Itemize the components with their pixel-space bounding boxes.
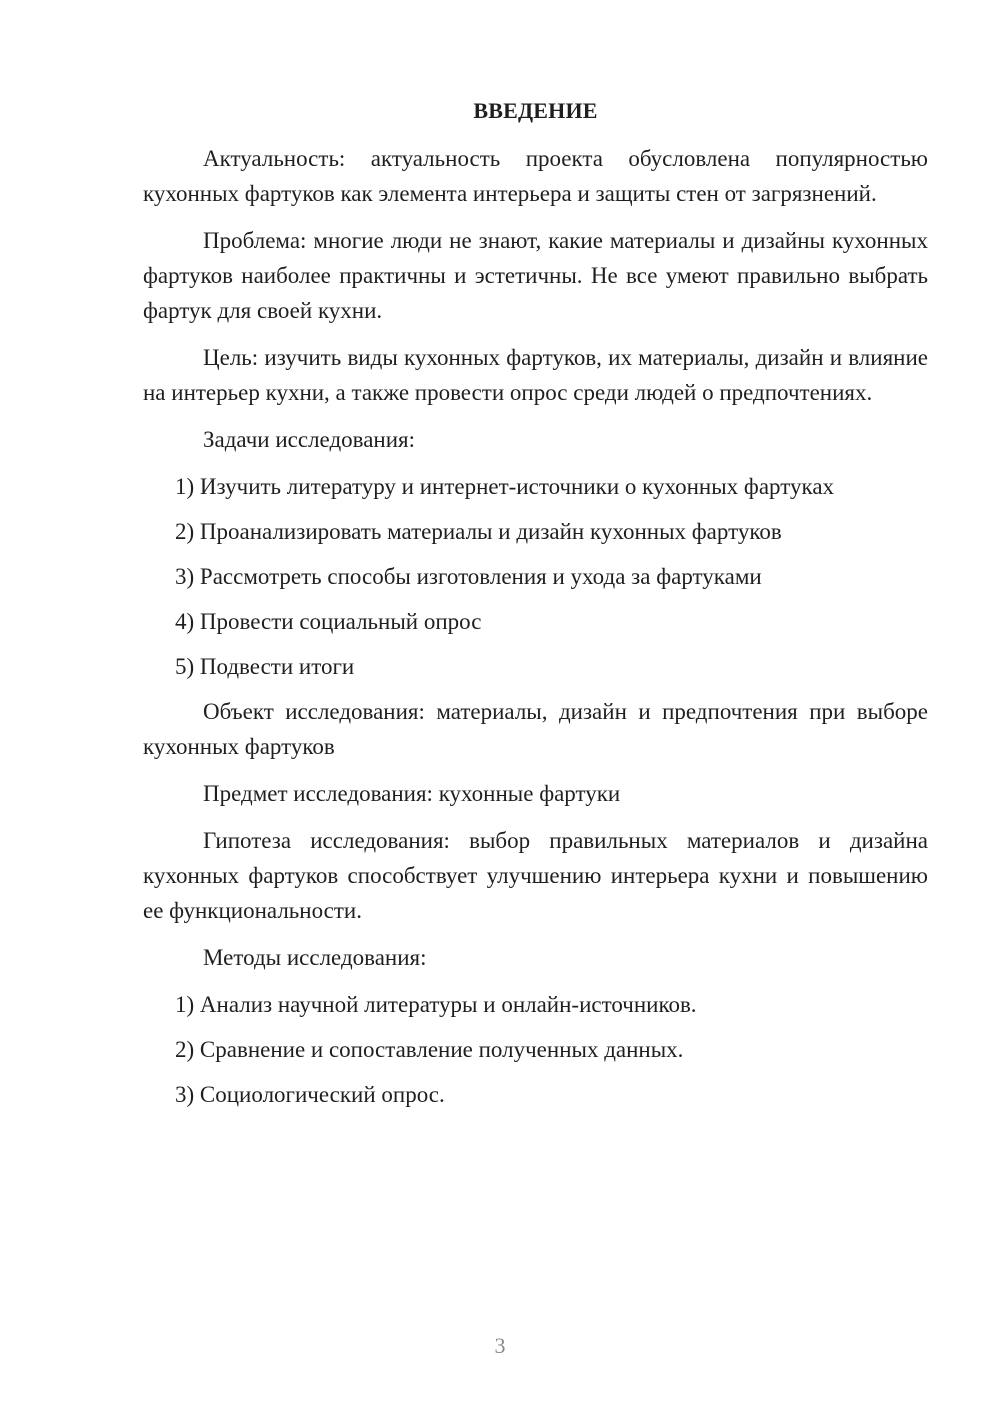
task-item-1: 1) Изучить литературу и интернет-источники о кухонных фартуках bbox=[175, 474, 835, 499]
task-item-2: 2) Проанализировать материалы и дизайн кухонных фартуков bbox=[175, 519, 782, 544]
task-item-3: 3) Рассмотреть способы изготовления и ухода за фартуками bbox=[175, 564, 762, 589]
method-item-1: 1) Анализ научной литературы и онлайн-источников. bbox=[175, 992, 697, 1017]
page-number: 3 bbox=[494, 1333, 506, 1358]
tasks-heading: Задачи исследования: bbox=[203, 427, 416, 452]
task-item-5: 5) Подвести итоги bbox=[175, 654, 355, 679]
hypothesis-paragraph: Гипотеза исследования: выбор правильных материалов и дизайна кухонных фартуков способствует улучшению интерьера кухни и повышению ее функциональности. bbox=[143, 828, 928, 923]
object-paragraph: Объект исследования: материалы, дизайн и предпочтения при выборе кухонных фартуков bbox=[143, 699, 928, 759]
problem-paragraph: Проблема: многие люди не знают, какие материалы и дизайны кухонных фартуков наиболее практичны и эстетичны. Не все умеют правильно выбрать фартук для своей кухни. bbox=[143, 228, 928, 323]
document-content bbox=[143, 96, 928, 1122]
methods-list bbox=[143, 987, 928, 1112]
subject-paragraph: Предмет исследования: кухонные фартуки bbox=[203, 781, 621, 806]
task-item-4: 4) Провести социальный опрос bbox=[175, 609, 482, 634]
page-title: ВВЕДЕНИЕ bbox=[473, 98, 598, 123]
goal-paragraph: Цель: изучить виды кухонных фартуков, их материалы, дизайн и влияние на интерьер кухни, а также провести опрос среди людей о предпочтениях. bbox=[143, 345, 928, 405]
relevance-paragraph: Актуальность: актуальность проекта обусловлена популярностью кухонных фартуков как элемента интерьера и защиты стен от загрязнений. bbox=[143, 146, 928, 206]
method-item-2: 2) Сравнение и сопоставление полученных данных. bbox=[175, 1037, 684, 1062]
tasks-list bbox=[143, 469, 928, 684]
method-item-3: 3) Социологический опрос. bbox=[175, 1082, 445, 1107]
methods-heading: Методы исследования: bbox=[203, 945, 427, 970]
